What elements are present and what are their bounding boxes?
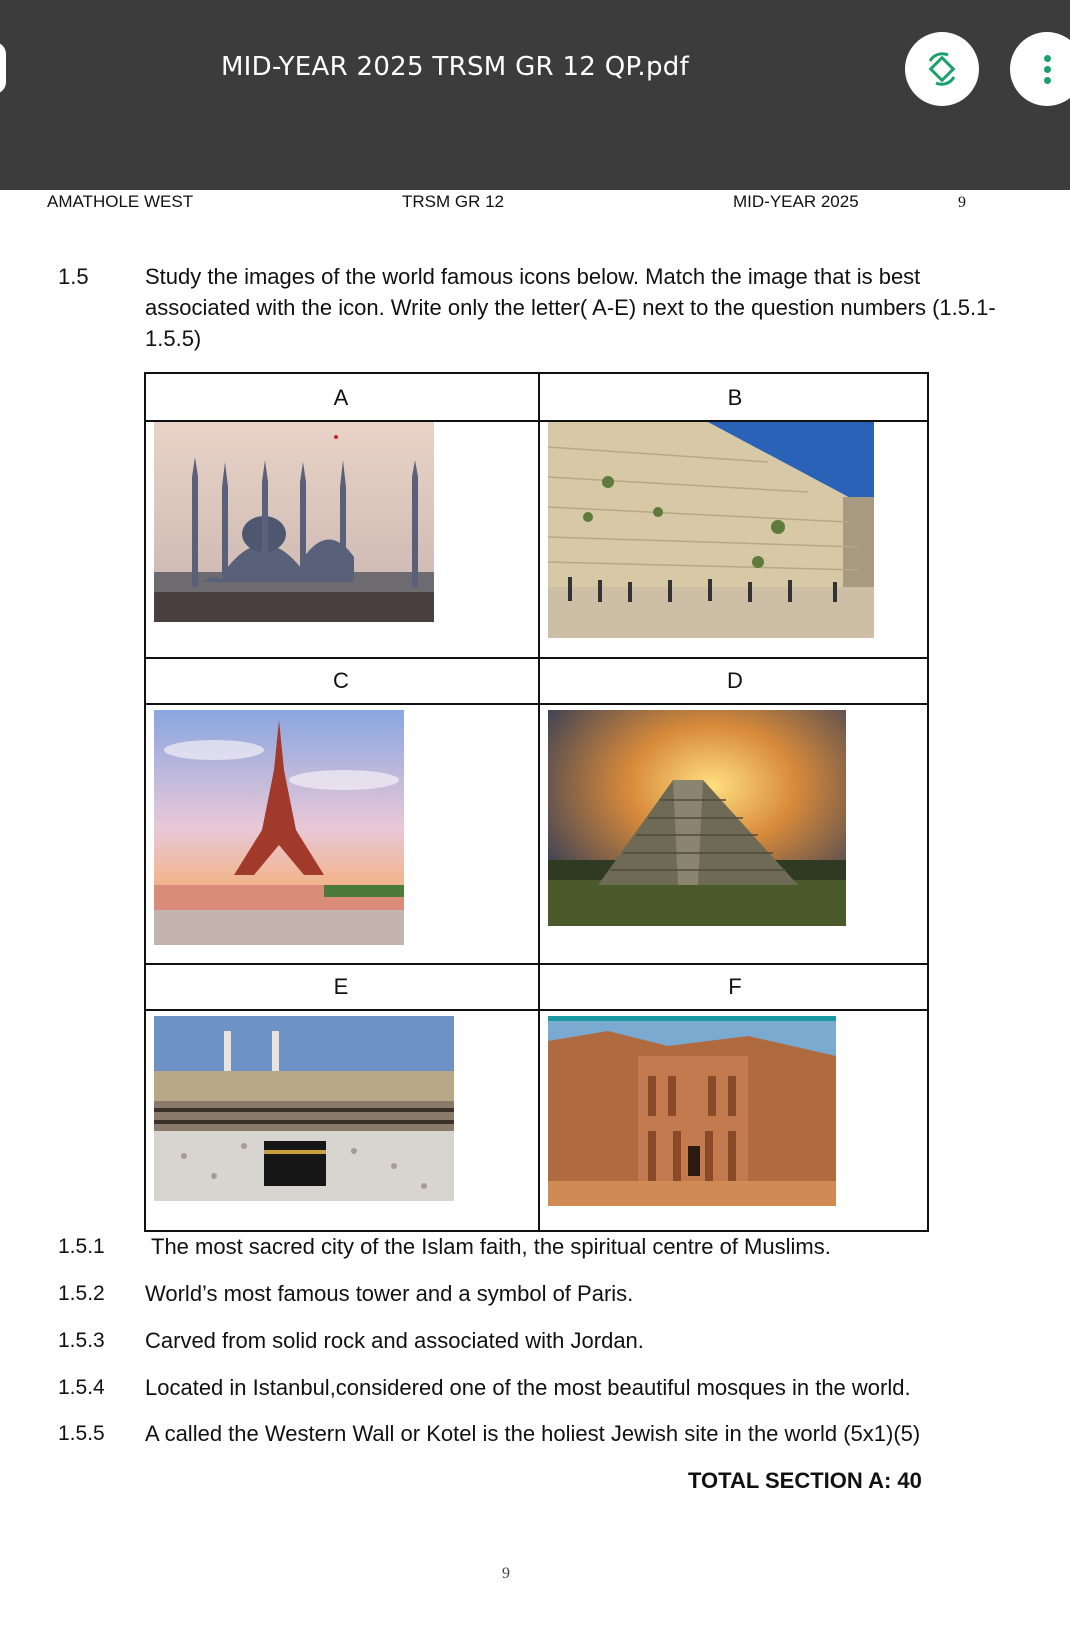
document-title: MID-YEAR 2025 TRSM GR 12 QP.pdf (220, 52, 690, 82)
table-divider (146, 963, 927, 965)
label-c: C (333, 668, 349, 693)
table-divider (146, 1009, 927, 1011)
question-number: 1.5 (58, 264, 89, 289)
sub-question-text: Carved from solid rock and associated with Jordan. (145, 1328, 644, 1353)
table-divider (538, 374, 540, 1230)
rotate-icon (922, 49, 962, 89)
header-page-number: 9 (958, 194, 966, 211)
sub-question-text: A called the Western Wall or Kotel is the holiest Jewish site in the world (5x1)(5) (145, 1421, 921, 1446)
image-table (144, 372, 929, 1232)
image-d-pyramid (548, 710, 846, 926)
table-divider (146, 703, 927, 705)
rotate-button[interactable] (905, 32, 979, 106)
sub-question-number: 1.5.2 (58, 1282, 105, 1305)
sub-question-text: World’s most famous tower and a symbol of Paris. (145, 1281, 634, 1306)
sub-question-number: 1.5.3 (58, 1329, 105, 1352)
header-subject: TRSM GR 12 (402, 192, 505, 211)
header-exam: MID-YEAR 2025 (733, 192, 859, 211)
footer-page-number: 9 (502, 1565, 510, 1582)
question-text-line-1: Study the images of the world famous icons below. Match the image that is best (145, 264, 921, 289)
label-b: B (727, 385, 743, 410)
label-d: D (727, 668, 743, 693)
label-f: F (728, 974, 742, 999)
total-section-a: TOTAL SECTION A: 40 (688, 1468, 922, 1493)
table-divider (146, 657, 927, 659)
header-school: AMATHOLE WEST (47, 192, 194, 211)
image-c-eiffel-tower (154, 710, 404, 945)
sub-question-text: Located in Istanbul,considered one of the most beautiful mosques in the world. (145, 1375, 911, 1400)
more-options-button[interactable] (1010, 32, 1070, 106)
image-a-blue-mosque (154, 422, 434, 622)
label-e: E (333, 974, 349, 999)
sub-question-number: 1.5.5 (58, 1422, 105, 1445)
sub-question-text: The most sacred city of the Islam faith, the spiritual centre of Muslims. (151, 1234, 831, 1259)
question-text-line-2: associated with the icon. Write only the letter( A-E) next to the question numbers (1.5.1- (145, 295, 996, 320)
sub-question-number: 1.5.4 (58, 1376, 105, 1399)
image-f-petra (548, 1016, 836, 1206)
app-bar (0, 0, 1070, 190)
question-text-line-3: 1.5.5) (145, 326, 202, 351)
image-b-western-wall (548, 422, 874, 638)
image-e-mecca (154, 1016, 454, 1201)
sub-question-number: 1.5.1 (58, 1235, 105, 1258)
label-a: A (333, 385, 349, 410)
